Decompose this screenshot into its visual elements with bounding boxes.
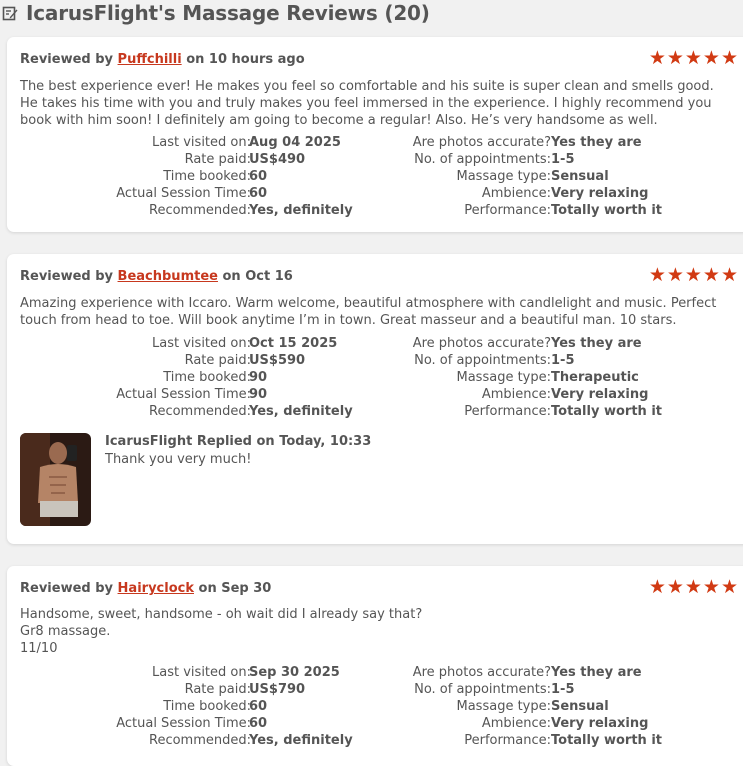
recommended-value: Yes, definitely xyxy=(249,203,353,218)
massage-type-value: Sensual xyxy=(551,169,609,184)
performance-value: Totally worth it xyxy=(551,203,662,218)
massage-type-value: Therapeutic xyxy=(551,370,639,385)
appointments-value: 1-5 xyxy=(551,353,575,368)
actual-session-value: 90 xyxy=(249,387,268,402)
review-text: Handsome, sweet, handsome - oh wait did I already say that? Gr8 massage. 11/10 xyxy=(20,607,423,656)
review-text: The best experience ever! He makes you feel so comfortable and his suite is super clean and smells good. He takes his time with you and truly makes you feel immersed in the experience. I highly recommend you book with him soon! I definitely am going to become a regular! Also. He’s very handsome as well. xyxy=(20,79,714,128)
reply-avatar[interactable] xyxy=(20,433,91,526)
photos-accurate-value: Yes they are xyxy=(551,665,642,680)
rate-paid-value: US$790 xyxy=(249,682,306,697)
appointments-value: 1-5 xyxy=(551,152,575,167)
last-visited-value: Sep 30 2025 xyxy=(249,665,340,680)
page-header xyxy=(0,0,743,26)
reviewer-link[interactable]: Hairyclock xyxy=(117,581,194,596)
review-header: Reviewed by Beachbumtee on Oct 16 xyxy=(20,269,293,284)
time-booked-value: 60 xyxy=(249,699,268,714)
last-visited-value: Aug 04 2025 xyxy=(249,135,341,150)
performance-value: Totally worth it xyxy=(551,733,662,748)
review-card: Reviewed by Beachbumtee on Oct 16 ★★★★★ Amazing experience with Iccaro. Warm welcome, beautiful atmosphere with candlelight and music. Perfect touch from head to toe. Will book anytime I’m in town. Great masseur and a beautiful man. 10 stars. Last visited on: Oct 15 2025 Are photos accurate? Yes they are Rate paid: US$590 No. of appointments: 1-5 Time booked: 90 Massage type: Therapeutic Actual Session Time: 90 Ambience: Very relaxing Recommended: Yes, definitely Performance: Totally worth it IcarusFlight Replied on Today, 10:33 Thank you very much! xyxy=(7,254,743,544)
massage-type-value: Sensual xyxy=(551,699,609,714)
rate-paid-value: US$490 xyxy=(249,152,306,167)
last-visited-value: Oct 15 2025 xyxy=(249,336,338,351)
rating-stars: ★★★★★ xyxy=(648,576,739,598)
appointments-value: 1-5 xyxy=(551,682,575,697)
performance-value: Totally worth it xyxy=(551,404,662,419)
review-date: 10 hours ago xyxy=(208,52,305,67)
recommended-value: Yes, definitely xyxy=(249,404,353,419)
page-title: IcarusFlight's Massage Reviews (20) xyxy=(26,1,430,25)
time-booked-value: 60 xyxy=(249,169,268,184)
rate-paid-value: US$590 xyxy=(249,353,306,368)
reply-text: Thank you very much! xyxy=(105,452,252,467)
review-date: Sep 30 xyxy=(221,581,272,596)
review-header: Reviewed by Puffchilli on 10 hours ago xyxy=(20,52,305,67)
reviewer-link[interactable]: Beachbumtee xyxy=(117,269,218,284)
reviewer-link[interactable]: Puffchilli xyxy=(117,52,182,67)
time-booked-value: 90 xyxy=(249,370,268,385)
review-card: Reviewed by Puffchilli on 10 hours ago ★★★★★ The best experience ever! He makes you feel so comfortable and his suite is super clean and smells good. He takes his time with you and truly makes you feel immersed in the experience. I highly recommend you book with him soon! I definitely am going to become a regular! Also. He’s very handsome as well. Last visited on: Aug 04 2025 Are photos accurate? Yes they are Rate paid: US$490 No. of appointments: 1-5 Time booked: 60 Massage type: Sensual Actual Session Time: 60 Ambience: Very relaxing Recommended: Yes, definitely Performance: Totally worth it xyxy=(7,37,743,232)
photos-accurate-value: Yes they are xyxy=(551,135,642,150)
edit-note-icon xyxy=(2,5,18,21)
rating-stars: ★★★★★ xyxy=(648,264,739,286)
ambience-value: Very relaxing xyxy=(551,186,649,201)
ambience-value: Very relaxing xyxy=(551,716,649,731)
reply-title: IcarusFlight Replied on Today, 10:33 xyxy=(105,434,372,449)
actual-session-value: 60 xyxy=(249,186,268,201)
review-text: Amazing experience with Iccaro. Warm welcome, beautiful atmosphere with candlelight and music. Perfect touch from head to toe. Will book anytime I’m in town. Great masseur and a beautiful man. 10 stars. xyxy=(20,296,717,328)
review-header: Reviewed by Hairyclock on Sep 30 xyxy=(20,581,272,596)
recommended-value: Yes, definitely xyxy=(249,733,353,748)
photos-accurate-value: Yes they are xyxy=(551,336,642,351)
review-card: Reviewed by Hairyclock on Sep 30 ★★★★★ Handsome, sweet, handsome - oh wait did I already say that? Gr8 massage. 11/10 Last visited on: Sep 30 2025 Are photos accurate? Yes they are Rate paid: US$790 No. of appointments: 1-5 Time booked: 60 Massage type: Sensual Actual Session Time: 60 Ambience: Very relaxing Recommended: Yes, definitely Performance: Totally worth it xyxy=(7,566,743,766)
rating-stars: ★★★★★ xyxy=(648,47,739,69)
ambience-value: Very relaxing xyxy=(551,387,649,402)
actual-session-value: 60 xyxy=(249,716,268,731)
review-date: Oct 16 xyxy=(245,269,293,284)
